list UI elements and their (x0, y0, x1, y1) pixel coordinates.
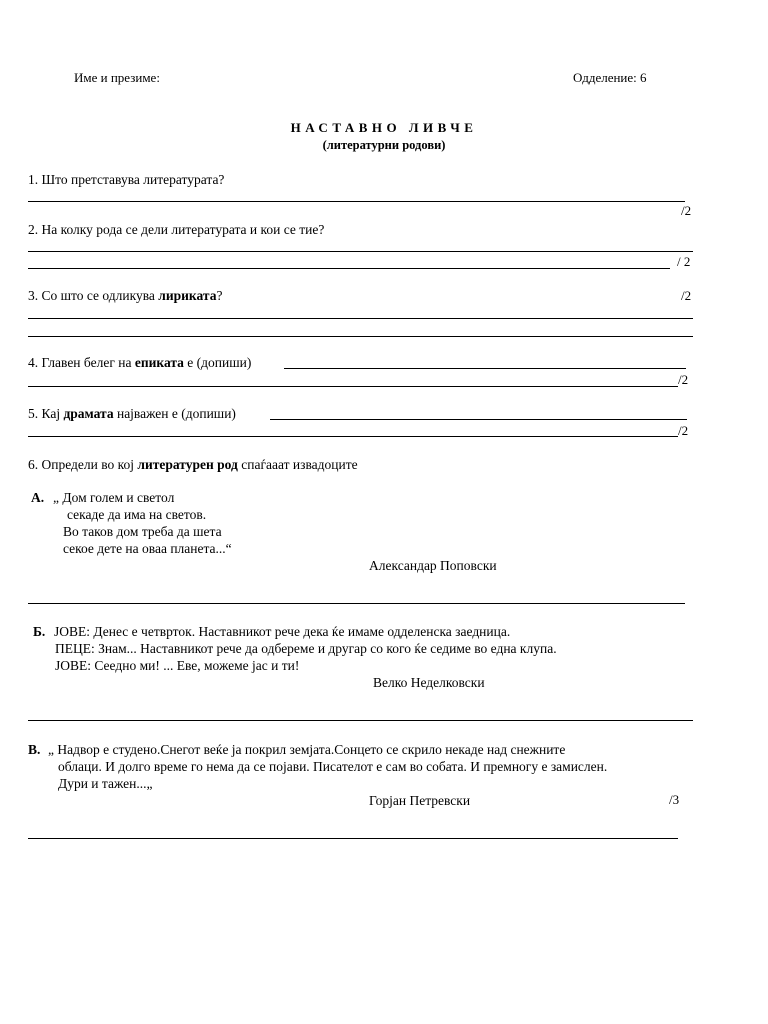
question-6-keyword: литературен род (137, 457, 238, 472)
answer-line-2b[interactable] (28, 268, 670, 269)
answer-line-b[interactable] (28, 720, 693, 721)
question-2: 2. На колку рода се дели литературата и кои се тие? (28, 222, 325, 237)
excerpt-a-line: Во таков дом треба да шета (63, 524, 222, 539)
question-6 (28, 456, 358, 473)
question-3 (28, 287, 222, 304)
class-label: Одделение: 6 (573, 70, 647, 85)
question-4 (28, 354, 251, 371)
answer-line-c[interactable] (28, 838, 678, 839)
excerpt-c-author: Горјан Петревски (369, 793, 471, 808)
question-5-keyword: драмата (63, 406, 114, 421)
question-1: 1. Што претставува литературата? (28, 172, 225, 187)
excerpt-a-line: секаде да има на светов. (67, 507, 207, 522)
question-4-post: е (допиши) (183, 355, 252, 370)
answer-line-5a[interactable] (270, 419, 687, 420)
question-3-post: ? (216, 288, 223, 303)
answer-line-2a[interactable] (28, 251, 693, 252)
score-3: /2 (681, 288, 692, 303)
excerpt-c-line: облаци. И долго време го нема да се појави. Писателот е сам во собата. И премногу е замислен. (58, 759, 608, 774)
answer-line-3a[interactable] (28, 318, 693, 319)
excerpt-b-label: Б. (33, 624, 46, 639)
excerpt-c-line: „ Надвор е студено.Снегот веќе ја покрил земјата.Сонцето се скрило некаде над снежните (48, 742, 566, 757)
excerpt-b-line: ЈОВЕ: Денес е четврток. Наставникот рече дека ќе имаме одделенска заедница. (54, 624, 511, 639)
question-5-post: најважен е (допиши) (113, 406, 236, 421)
question-6-post: спаѓааат извадоците (237, 457, 358, 472)
question-6-pre: 6. Определи во кој (28, 457, 138, 472)
page-title: НАСТАВНО ЛИВЧЕ (290, 120, 478, 135)
excerpt-b-line: ЈОВЕ: Сеедно ми! ... Еве, можеме јас и ти! (55, 658, 300, 673)
question-4-keyword: епиката (134, 355, 184, 370)
answer-line-1[interactable] (28, 201, 685, 202)
question-5 (28, 405, 236, 422)
excerpt-a-line: „ Дом голем и светол (53, 490, 175, 505)
excerpt-a-author: Александар Поповски (369, 558, 497, 573)
score-6: /3 (669, 792, 680, 807)
score-1: /2 (681, 203, 692, 218)
question-3-keyword: лириката (158, 288, 217, 303)
excerpt-c-line: Дури и тажен...„ (58, 776, 153, 791)
question-3-pre: 3. Со што се одликува (28, 288, 159, 303)
answer-line-5b[interactable] (28, 436, 678, 437)
answer-line-a[interactable] (28, 603, 685, 604)
name-label: Име и презиме: (74, 70, 160, 85)
question-5-pre: 5. Кај (28, 406, 64, 421)
page-subtitle: (литературни родови) (322, 138, 446, 152)
score-5: /2 (678, 423, 689, 438)
excerpt-a-label: А. (31, 490, 45, 505)
question-4-pre: 4. Главен белег на (28, 355, 135, 370)
excerpt-a-line: секое дете на оваа планета...“ (63, 541, 232, 556)
excerpt-b-author: Велко Неделковски (373, 675, 485, 690)
answer-line-4a[interactable] (284, 368, 686, 369)
excerpt-b-line: ПЕЦЕ: Знам... Наставникот рече да одбереме и другар со кого ќе седиме во една клупа. (55, 641, 557, 656)
answer-line-4b[interactable] (28, 386, 678, 387)
excerpt-c-label: В. (28, 742, 41, 757)
score-2: / 2 (677, 254, 691, 269)
answer-line-3b[interactable] (28, 336, 693, 337)
score-4: /2 (678, 372, 689, 387)
